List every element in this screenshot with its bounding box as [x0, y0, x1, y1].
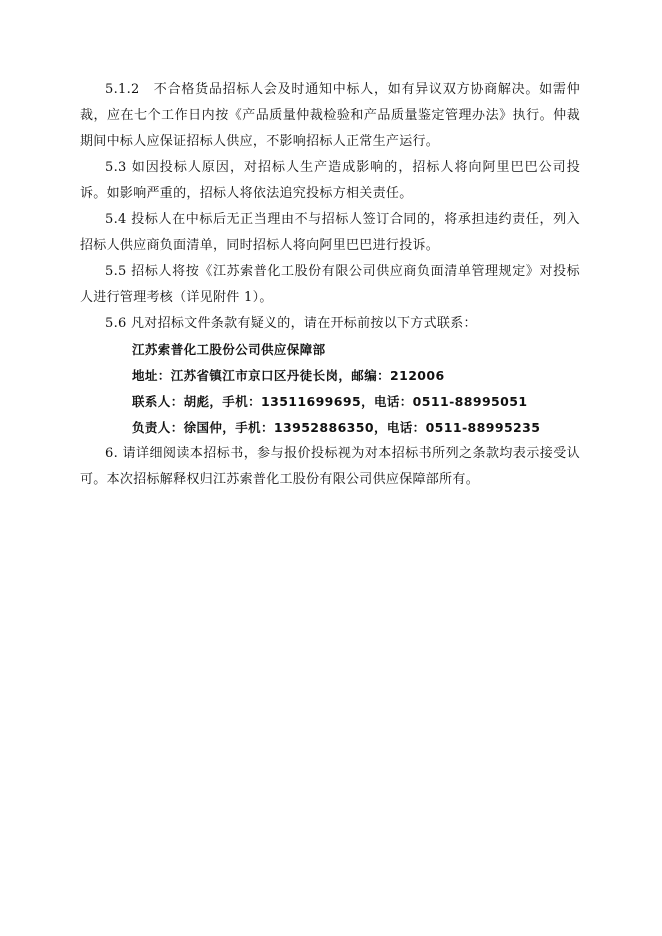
clause-5-1-2: 5.1.2 不合格货品招标人会及时通知中标人，如有异议双方协商解决。如需仲裁，应在七个工作日内按《产品质量仲裁检验和产品质量鉴定管理办法》执行。仲裁期间中标人应保证招标人供应，不影响招标人正常生产运行。 [80, 82, 580, 149]
clause-6: 6. 请详细阅读本招标书，参与报价投标视为对本招标书所列之条款均表示接受认可。本次招标解释权归江苏索普化工股份有限公司供应保障部所有。 [80, 446, 580, 487]
clause-5-6: 5.6 凡对招标文件条款有疑义的，请在开标前按以下方式联系： [105, 316, 477, 331]
clause-5-4: 5.4 投标人在中标后无正当理由不与招标人签订合同的，将承担违约责任，列入招标人供应商负面清单，同时招标人将向阿里巴巴进行投诉。 [80, 212, 580, 253]
contact-manager: 负责人：徐国仲，手机：13952886350，电话：0511-88995235 [132, 420, 541, 435]
contact-block [132, 337, 580, 441]
document-body [80, 77, 580, 493]
clause-5-3: 5.3 如因投标人原因，对招标人生产造成影响的，招标人将向阿里巴巴公司投诉。如影响严重的，招标人将依法追究投标方相关责任。 [80, 160, 580, 201]
contact-address: 地址：江苏省镇江市京口区丹徒长岗，邮编：212006 [132, 368, 445, 383]
contact-org: 江苏索普化工股份公司供应保障部 [132, 342, 326, 357]
clause-5-5: 5.5 招标人将按《江苏索普化工股份有限公司供应商负面清单管理规定》对投标人进行管理考核（详见附件 1）。 [80, 264, 580, 305]
contact-person: 联系人：胡彪，手机：13511699695，电话：0511-88995051 [132, 394, 528, 409]
